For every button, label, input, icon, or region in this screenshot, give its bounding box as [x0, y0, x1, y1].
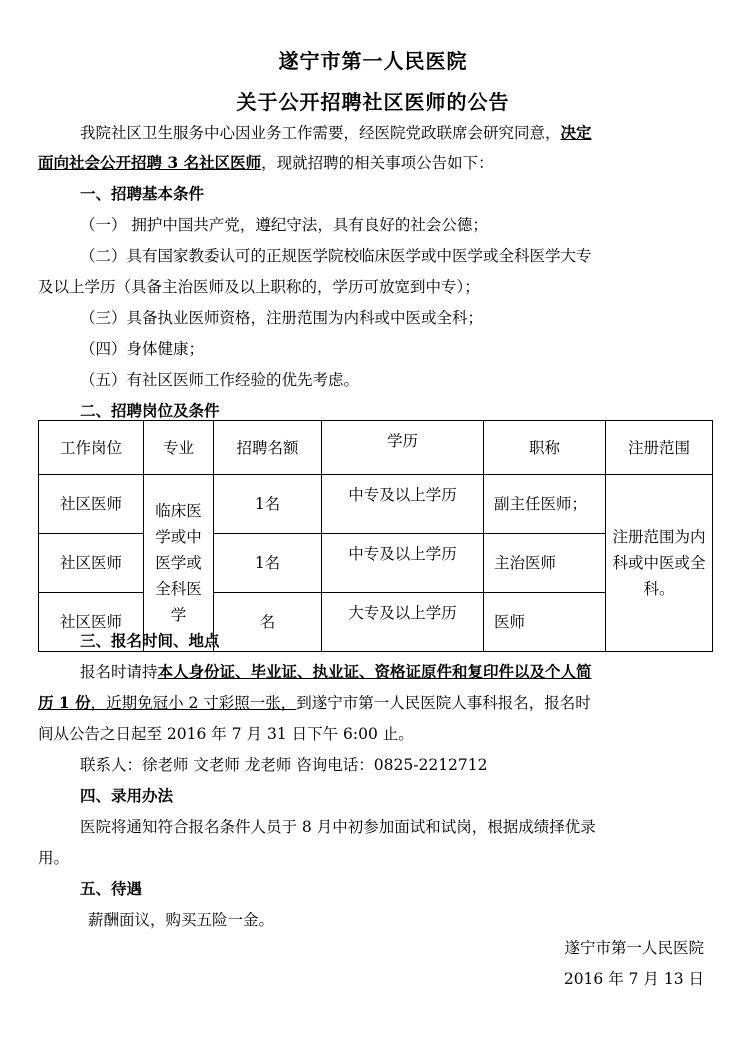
registration-photo-note: ，近期免冠小 2 寸彩照一张，	[90, 694, 297, 712]
major-cell: 临床医学或中医学或全科医学	[144, 475, 214, 652]
intro-text-2: ，现就招聘的相关事项公告如下：	[261, 154, 494, 172]
rank-cell: 医师	[484, 593, 606, 652]
registration-text: 报名时请持	[80, 663, 158, 681]
benefits-line: 薪酬面议，购买五险一金。	[88, 911, 275, 929]
header-cell: 招聘名额	[214, 421, 322, 475]
signature-org: 遂宁市第一人民医院	[564, 939, 704, 957]
post-cell: 社区医师	[39, 534, 144, 593]
registration-line-2	[38, 692, 591, 714]
post-cell: 社区医师	[39, 475, 144, 534]
hiring-line-2: 用。	[38, 849, 70, 867]
condition-item: （四）身体健康；	[80, 340, 205, 358]
table-header-row	[39, 421, 713, 475]
condition-item: （三）具备执业医师资格，注册范围为内科或中医或全科；	[80, 309, 484, 327]
intro-text: 我院社区卫生服务中心因业务工作需要，经医院党政联席会研究同意，	[80, 124, 561, 142]
document-title: 遂宁市第一人民医院	[278, 49, 468, 73]
condition-item: （一） 拥护中国共产党，遵纪守法，具有良好的社会公德；	[80, 216, 488, 234]
header-cell: 职称	[484, 421, 606, 475]
header-cell: 学历	[322, 421, 484, 475]
post-cell: 社区医师	[39, 593, 144, 652]
intro-emphasis-2: 面向社会公开招聘 3 名社区医师	[38, 153, 262, 172]
count-cell: 1名	[214, 475, 322, 534]
intro-line-1	[80, 122, 592, 144]
section-3-heading: 三、报名时间、地点	[80, 632, 220, 650]
education-cell: 中专及以上学历	[322, 534, 484, 593]
intro-line-2	[38, 152, 494, 174]
registration-line-1	[80, 661, 592, 683]
table-row	[39, 475, 713, 534]
header-cell: 工作岗位	[39, 421, 144, 475]
registration-emphasis-2: 历 1 份	[38, 693, 91, 712]
section-5-heading: 五、待遇	[80, 880, 143, 898]
scope-cell: 注册范围为内科或中医或全科。	[606, 475, 713, 652]
rank-cell: 主治医师	[484, 534, 606, 593]
section-2-heading: 二、招聘岗位及条件	[80, 402, 220, 420]
header-cell: 注册范围	[606, 421, 713, 475]
positions-table	[38, 420, 713, 652]
count-cell: 名	[214, 593, 322, 652]
registration-text-2: 到遂宁市第一人民医院人事科报名，报名时	[296, 694, 591, 712]
registration-emphasis: 本人身份证、毕业证、执业证、资格证原件和复印件以及个人简	[157, 662, 592, 681]
hiring-line-1: 医院将通知符合报名条件人员于 8 月中初参加面试和试岗，根据成绩择优录	[80, 818, 596, 836]
rank-cell: 副主任医师；	[484, 475, 606, 534]
section-1-heading: 一、招聘基本条件	[80, 185, 205, 203]
education-cell: 大专及以上学历	[322, 593, 484, 652]
condition-item: （二）具有国家教委认可的正规医学院校临床医学或中医学或全科医学大专	[80, 247, 592, 265]
intro-emphasis: 决定	[560, 123, 592, 142]
registration-line-3: 间从公告之日起至 2016 年 7 月 31 日下午 6:00 止。	[38, 725, 414, 743]
contact-line: 联系人：徐老师 文老师 龙老师 咨询电话：0825-2212712	[80, 756, 488, 774]
header-cell: 专业	[144, 421, 214, 475]
condition-item: 及以上学历（具备主治医师及以上职称的，学历可放宽到中专）；	[38, 278, 480, 296]
education-cell: 中专及以上学历	[322, 475, 484, 534]
section-4-heading: 四、录用办法	[80, 787, 174, 805]
condition-item: （五）有社区医师工作经验的优先考虑。	[80, 371, 360, 389]
signature-date: 2016 年 7 月 13 日	[563, 970, 704, 988]
document-subtitle: 关于公开招聘社区医师的公告	[236, 90, 510, 114]
count-cell: 1名	[214, 534, 322, 593]
